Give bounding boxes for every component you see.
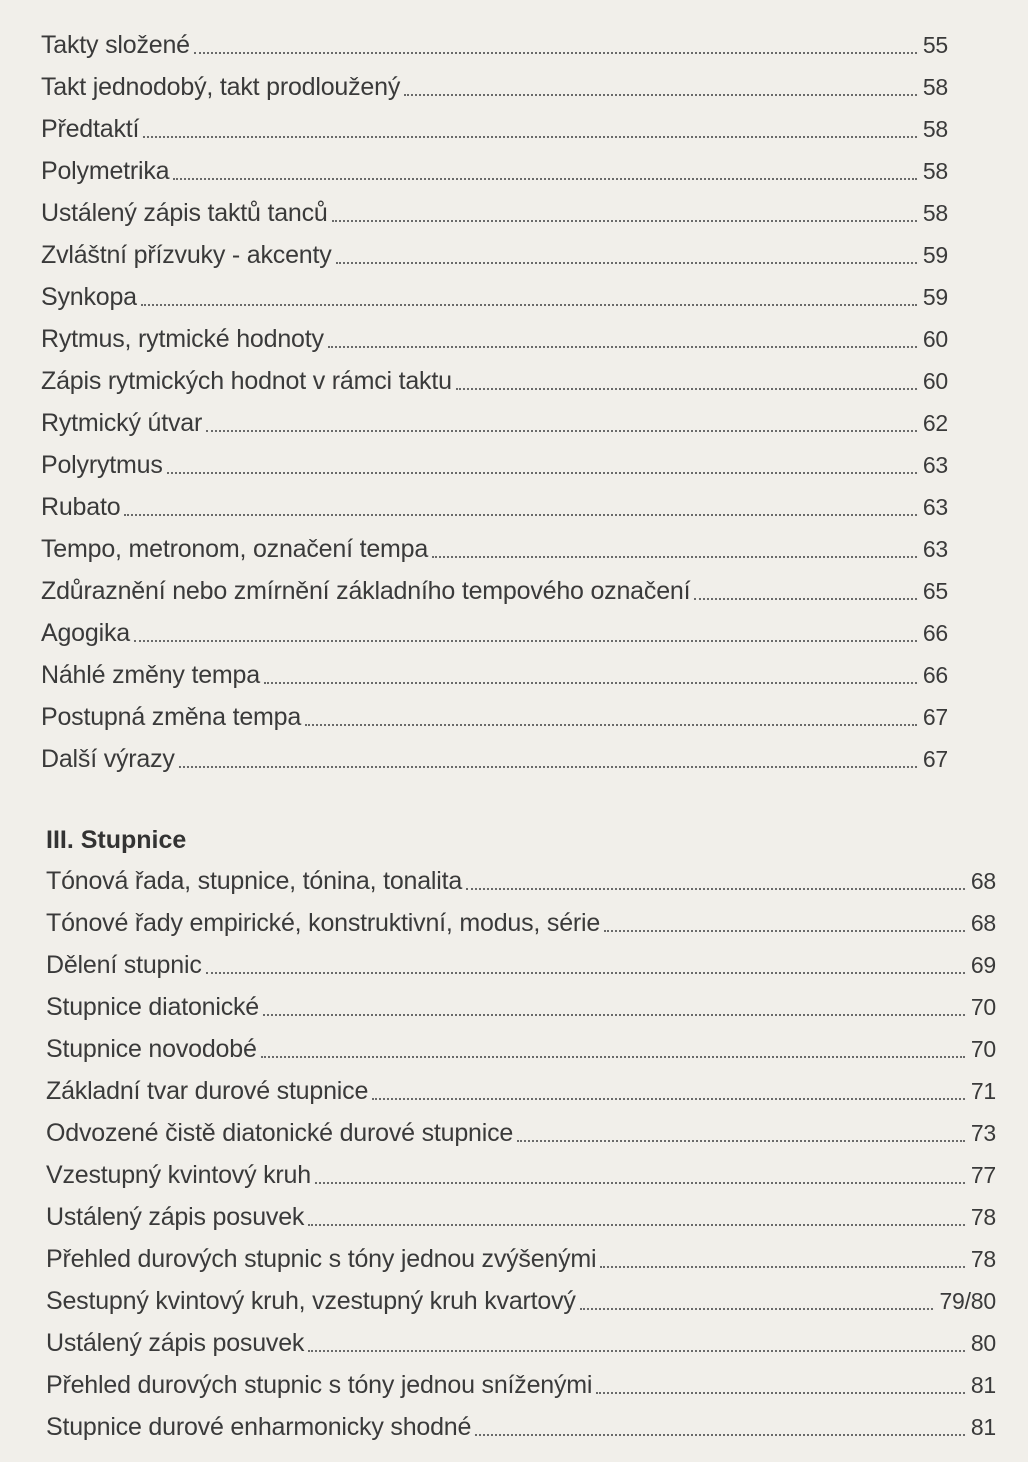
toc-entry-page-number: 62	[922, 410, 948, 436]
dot-leader	[456, 388, 917, 390]
dot-leader	[336, 262, 917, 264]
toc-entry	[0, 860, 1028, 902]
toc-entry-title: Vzestupný kvintový kruh	[46, 1161, 311, 1189]
dot-leader	[264, 682, 917, 684]
toc-entry-page-number: 81	[970, 1372, 996, 1398]
toc-entry-title: Základní tvar durové stupnice	[46, 1077, 369, 1105]
toc-entry-page-number: 60	[922, 368, 948, 394]
toc-entry	[0, 318, 1028, 360]
dot-leader	[372, 1098, 965, 1100]
toc-entry-page-number: 71	[970, 1078, 996, 1104]
toc-entry-title: Tónová řada, stupnice, tónina, tonalita	[46, 867, 463, 895]
toc-entry	[0, 1406, 1028, 1448]
toc-entry-title: Zvláštní přízvuky - akcenty	[41, 241, 332, 269]
toc-entry-page-number: 73	[970, 1120, 996, 1146]
toc-entry-title: Polyrytmus	[41, 451, 163, 479]
toc-entry-page-number: 68	[970, 910, 996, 936]
dot-leader	[596, 1392, 965, 1394]
toc-entry	[0, 1280, 1028, 1322]
toc-entry-page-number: 58	[922, 74, 948, 100]
toc-entry-title: Takt jednodobý, takt prodloužený	[41, 73, 401, 101]
toc-entry-title: Předtaktí	[41, 115, 140, 143]
toc-entry-page-number: 55	[922, 32, 948, 58]
toc-entry-title: Tónové řady empirické, konstruktivní, modus, série	[46, 909, 601, 937]
toc-entry	[0, 738, 1028, 780]
dot-leader	[263, 1014, 965, 1016]
toc-entry-page-number: 58	[922, 200, 948, 226]
toc-entry	[0, 986, 1028, 1028]
toc-entry	[0, 66, 1028, 108]
toc-entry	[0, 944, 1028, 986]
toc-entry-title: Dělení stupnic	[46, 951, 202, 979]
toc-entry-title: Rubato	[41, 493, 121, 521]
toc-section-scales	[0, 820, 1028, 1448]
toc-entry	[0, 528, 1028, 570]
toc-entry-page-number: 68	[970, 868, 996, 894]
toc-entry	[0, 234, 1028, 276]
toc-entry	[0, 902, 1028, 944]
toc-entry-title: Odvozené čistě diatonické durové stupnice	[46, 1119, 514, 1147]
toc-entry-title: Zápis rytmických hodnot v rámci taktu	[41, 367, 452, 395]
dot-leader	[308, 1350, 965, 1352]
toc-entry-page-number: 63	[922, 536, 948, 562]
toc-entry	[0, 1238, 1028, 1280]
dot-leader	[308, 1224, 965, 1226]
dot-leader	[604, 930, 965, 932]
toc-entry-page-number: 81	[970, 1414, 996, 1440]
toc-entry-title: Ustálený zápis taktů tanců	[41, 199, 328, 227]
toc-entry	[0, 1028, 1028, 1070]
toc-entry	[0, 1112, 1028, 1154]
toc-entry-title: Rytmus, rytmické hodnoty	[41, 325, 324, 353]
toc-entry-page-number: 70	[970, 994, 996, 1020]
section-heading: III. Stupnice	[46, 826, 187, 854]
toc-entry	[0, 1154, 1028, 1196]
toc-entry-title: Zdůraznění nebo zmírnění základního tempového označení	[41, 577, 691, 605]
dot-leader	[143, 136, 917, 138]
dot-leader	[332, 220, 917, 222]
toc-entry-title: Synkopa	[41, 283, 137, 311]
toc-entry	[0, 150, 1028, 192]
toc-entry-title: Agogika	[41, 619, 130, 647]
toc-entry-title: Další výrazy	[41, 745, 175, 773]
dot-leader	[466, 888, 965, 890]
toc-entry	[0, 1070, 1028, 1112]
dot-leader	[517, 1140, 965, 1142]
toc-entry-page-number: 59	[922, 242, 948, 268]
toc-entry	[0, 696, 1028, 738]
toc-entry-page-number: 60	[922, 326, 948, 352]
toc-entry-page-number: 69	[970, 952, 996, 978]
toc-entry-page-number: 80	[970, 1330, 996, 1356]
dot-leader	[432, 556, 917, 558]
dot-leader	[134, 640, 917, 642]
dot-leader	[261, 1056, 965, 1058]
toc-entry-page-number: 58	[922, 116, 948, 142]
toc-entry-page-number: 66	[922, 662, 948, 688]
toc-entry	[0, 108, 1028, 150]
toc-entry-title: Přehled durových stupnic s tóny jednou sníženými	[46, 1371, 593, 1399]
toc-entry-title: Náhlé změny tempa	[41, 661, 260, 689]
toc-entry	[0, 1322, 1028, 1364]
toc-entry	[0, 24, 1028, 66]
dot-leader	[315, 1182, 965, 1184]
dot-leader	[141, 304, 917, 306]
dot-leader	[305, 724, 917, 726]
toc-entry-title: Postupná změna tempa	[41, 703, 302, 731]
toc-entry-page-number: 70	[970, 1036, 996, 1062]
dot-leader	[167, 472, 917, 474]
dot-leader	[124, 514, 916, 516]
toc-entry	[0, 570, 1028, 612]
toc-entry-page-number: 67	[922, 704, 948, 730]
dot-leader	[206, 972, 965, 974]
toc-entry-title: Ustálený zápis posuvek	[46, 1203, 305, 1231]
toc-section-rhythm	[0, 24, 1028, 780]
toc-entry	[0, 612, 1028, 654]
toc-entry-page-number: 67	[922, 746, 948, 772]
toc-entry	[0, 360, 1028, 402]
dot-leader	[694, 598, 916, 600]
toc-entry-title: Stupnice diatonické	[46, 993, 260, 1021]
dot-leader	[600, 1266, 964, 1268]
toc-entry	[0, 1196, 1028, 1238]
dot-leader	[173, 178, 916, 180]
toc-entry-title: Stupnice durové enharmonicky shodné	[46, 1413, 472, 1441]
toc-entry-title: Stupnice novodobé	[46, 1035, 257, 1063]
toc-entry	[0, 444, 1028, 486]
toc-entry-page-number: 63	[922, 494, 948, 520]
toc-entry	[0, 276, 1028, 318]
toc-entry-title: Tempo, metronom, označení tempa	[41, 535, 429, 563]
toc-entry-title: Rytmický útvar	[41, 409, 203, 437]
dot-leader	[404, 94, 917, 96]
toc-entry-page-number: 66	[922, 620, 948, 646]
toc-entry-page-number: 78	[970, 1246, 996, 1272]
toc-entry-title: Sestupný kvintový kruh, vzestupný kruh kvartový	[46, 1287, 576, 1315]
toc-entry	[0, 192, 1028, 234]
toc-entry-title: Přehled durových stupnic s tóny jednou zvýšenými	[46, 1245, 597, 1273]
toc-entry	[0, 486, 1028, 528]
toc-entry-page-number: 59	[922, 284, 948, 310]
toc-entry-title: Takty složené	[41, 31, 190, 59]
toc-entry-page-number: 58	[922, 158, 948, 184]
dot-leader	[194, 52, 917, 54]
dot-leader	[328, 346, 917, 348]
dot-leader	[580, 1308, 934, 1310]
dot-leader	[475, 1434, 965, 1436]
toc-entry	[0, 1364, 1028, 1406]
toc-entry-page-number: 79/80	[939, 1288, 996, 1314]
dot-leader	[206, 430, 917, 432]
toc-entry-title: Polymetrika	[41, 157, 170, 185]
toc-entry	[0, 402, 1028, 444]
toc-entry-page-number: 63	[922, 452, 948, 478]
dot-leader	[179, 766, 917, 768]
toc-entry-page-number: 78	[970, 1204, 996, 1230]
toc-entry	[0, 654, 1028, 696]
toc-entry-page-number: 77	[970, 1162, 996, 1188]
toc-entry-title: Ustálený zápis posuvek	[46, 1329, 305, 1357]
toc-entry-page-number: 65	[922, 578, 948, 604]
